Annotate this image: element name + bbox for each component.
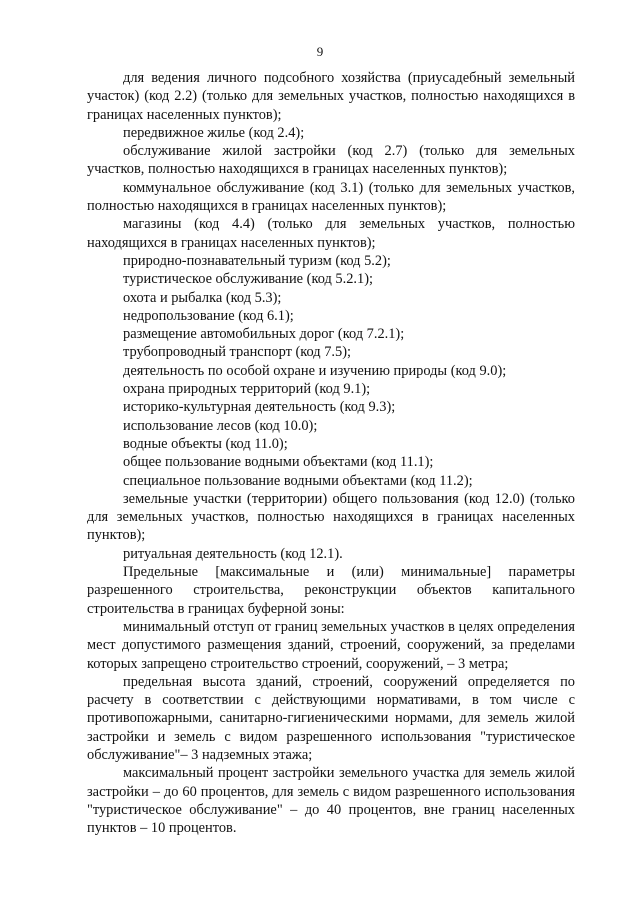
paragraph: передвижное жилье (код 2.4); <box>123 124 305 141</box>
paragraph: специальное пользование водными объектами (код 11.2); <box>123 472 473 489</box>
paragraph: обслуживание жилой застройки (код 2.7) (только для земельных участков, полностью находящихся в границах населенных пунктов); <box>87 143 575 178</box>
page-number: 9 <box>316 44 324 59</box>
paragraph: охота и рыбалка (код 5.3); <box>123 289 282 306</box>
paragraph: туристическое обслуживание (код 5.2.1); <box>123 271 373 288</box>
paragraph: размещение автомобильных дорог (код 7.2.1); <box>123 326 405 343</box>
paragraph: трубопроводный транспорт (код 7.5); <box>123 344 352 361</box>
paragraph: минимальный отступ от границ земельных участков в целях определения мест допустимого размещения зданий, строений, сооружений, за пределами которых запрещено строительство строений, сооружений, – 3 метра; <box>87 618 575 672</box>
paragraph: использование лесов (код 10.0); <box>123 417 318 434</box>
paragraph: охрана природных территорий (код 9.1); <box>123 381 371 398</box>
paragraph: земельные участки (территории) общего пользования (код 12.0) (только для земельных участков, полностью находящихся в границах населенных пунктов); <box>87 490 575 544</box>
paragraph: природно-познавательный туризм (код 5.2); <box>123 252 391 269</box>
paragraph: максимальный процент застройки земельного участка для земель жилой застройки – до 60 процентов, для земель с видом разрешенного использования "туристическое обслуживание" – до 40 процентов, вне границ населенных пунктов – 10 процентов. <box>87 765 575 837</box>
paragraph: общее пользование водными объектами (код 11.1); <box>123 454 434 471</box>
paragraph: водные объекты (код 11.0); <box>123 435 288 452</box>
paragraph: магазины (код 4.4) (только для земельных участков, полностью находящихся в границах населенных пунктов); <box>87 216 575 251</box>
paragraph: ритуальная деятельность (код 12.1). <box>123 545 343 562</box>
paragraph: Предельные [максимальные и (или) минимальные] параметры разрешенного строительства, реконструкции объектов капитального строительства в границах буферной зоны: <box>87 564 575 617</box>
paragraph: для ведения личного подсобного хозяйства (приусадебный земельный участок) (код 2.2) (только для земельных участков, полностью находящихся в границах населенных пунктов); <box>87 70 575 123</box>
paragraph: предельная высота зданий, строений, сооружений определяется по расчету в соответствии с действующими нормативами, в том числе с противопожарными, санитарно-гигиеническими нормами, для земель жилой застройки и земель с видом разрешенного использования "туристическое обслуживание"– 3 надземных этажа; <box>87 673 575 763</box>
document-body <box>87 69 575 837</box>
paragraph: историко-культурная деятельность (код 9.3); <box>123 399 396 416</box>
paragraph: недропользование (код 6.1); <box>123 307 294 324</box>
paragraph: деятельность по особой охране и изучению природы (код 9.0); <box>123 362 507 379</box>
paragraph: коммунальное обслуживание (код 3.1) (только для земельных участков, полностью находящихся в границах населенных пунктов); <box>87 179 575 215</box>
